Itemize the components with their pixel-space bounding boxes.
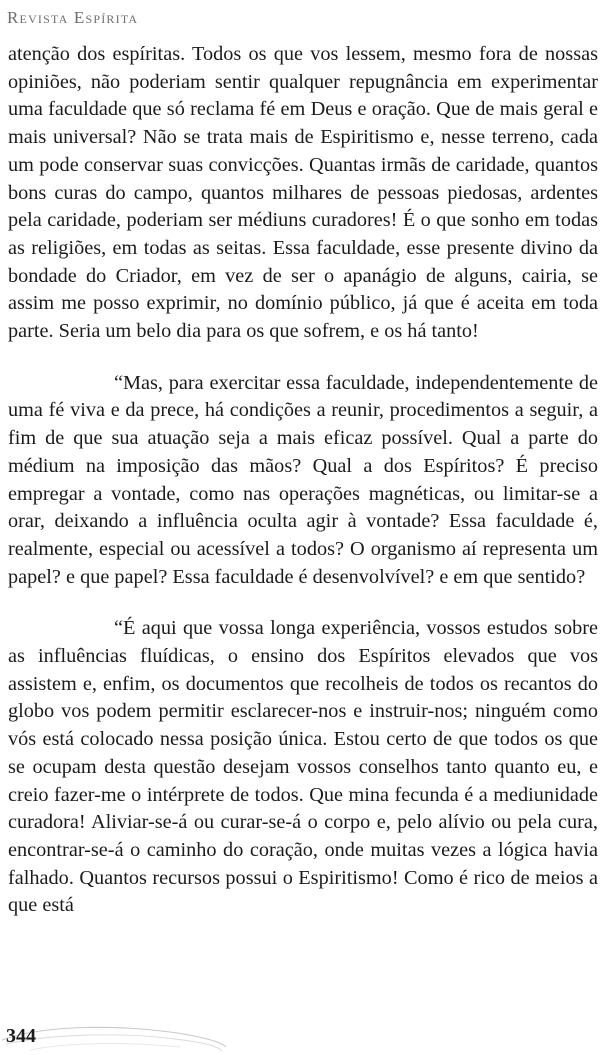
- paragraph-2: “Mas, para exercitar essa faculdade, independentemente de uma fé viva e da prece, há condições a reunir, procedimentos a seguir, a fim de que sua atuação seja a mais eficaz possível. Qual a parte do médium na imposição das mãos? Qual a dos Espíritos? É preciso empregar a vontade, como nas operações magnéticas, ou limitar-se a orar, deixando a influência oculta agir à vontade? Essa faculdade é, realmente, especial ou acessível a todos? O organismo aí representa um papel? e que papel? Essa faculdade é desenvolvível? e em que sentido?: [8, 371, 598, 588]
- running-head-title: Revista Espírita: [7, 8, 139, 27]
- page-number: 344: [6, 1025, 36, 1047]
- body-text: [8, 41, 598, 920]
- paragraph-1: atenção dos espíritas. Todos os que vos lessem, mesmo fora de nossas opiniões, não poderiam sentir qualquer repugnância em experimentar uma faculdade que só reclama fé em Deus e oração. Que de mais geral e mais universal? Não se trata mais de Espiritismo e, nesse terreno, cada um pode conservar suas convicções. Quantas irmãs de caridade, quantos bons curas do campo, quantos milhares de pessoas piedosas, ardentes pela caridade, poderiam ser médiuns curadores! É o que sonho em todas as religiões, em todas as seitas. Essa faculdade, esse presente divino da bondade do Criador, em vez de ser o apanágio de alguns, cairia, se assim me posso exprimir, no domínio público, já que é aceita em toda parte. Seria um belo dia para os que sofrem, e os há tanto!: [8, 43, 598, 343]
- paragraph-3: “É aqui que vossa longa experiência, vossos estudos sobre as influências fluídicas, o ensino dos Espíritos elevados que vos assistem e, enfim, os documentos que recolheis de todos os recantos do globo vos podem permitir esclarecer-nos e instruir-nos; ninguém como vós está colocado nessa posição única. Estou certo de que todos os que se ocupam desta questão desejam vossos conselhos tanto quanto eu, e creio fazer-me o intérprete de todos. Que mina fecunda é a mediunidade curadora! Aliviar-se-á ou curar-se-á o corpo e, pelo alívio ou pela cura, encontrar-se-á o caminho do coração, onde muitas vezes a lógica havia falhado. Quantos recursos possui o Espiritismo! Como é rico de meios a que está: [8, 617, 598, 917]
